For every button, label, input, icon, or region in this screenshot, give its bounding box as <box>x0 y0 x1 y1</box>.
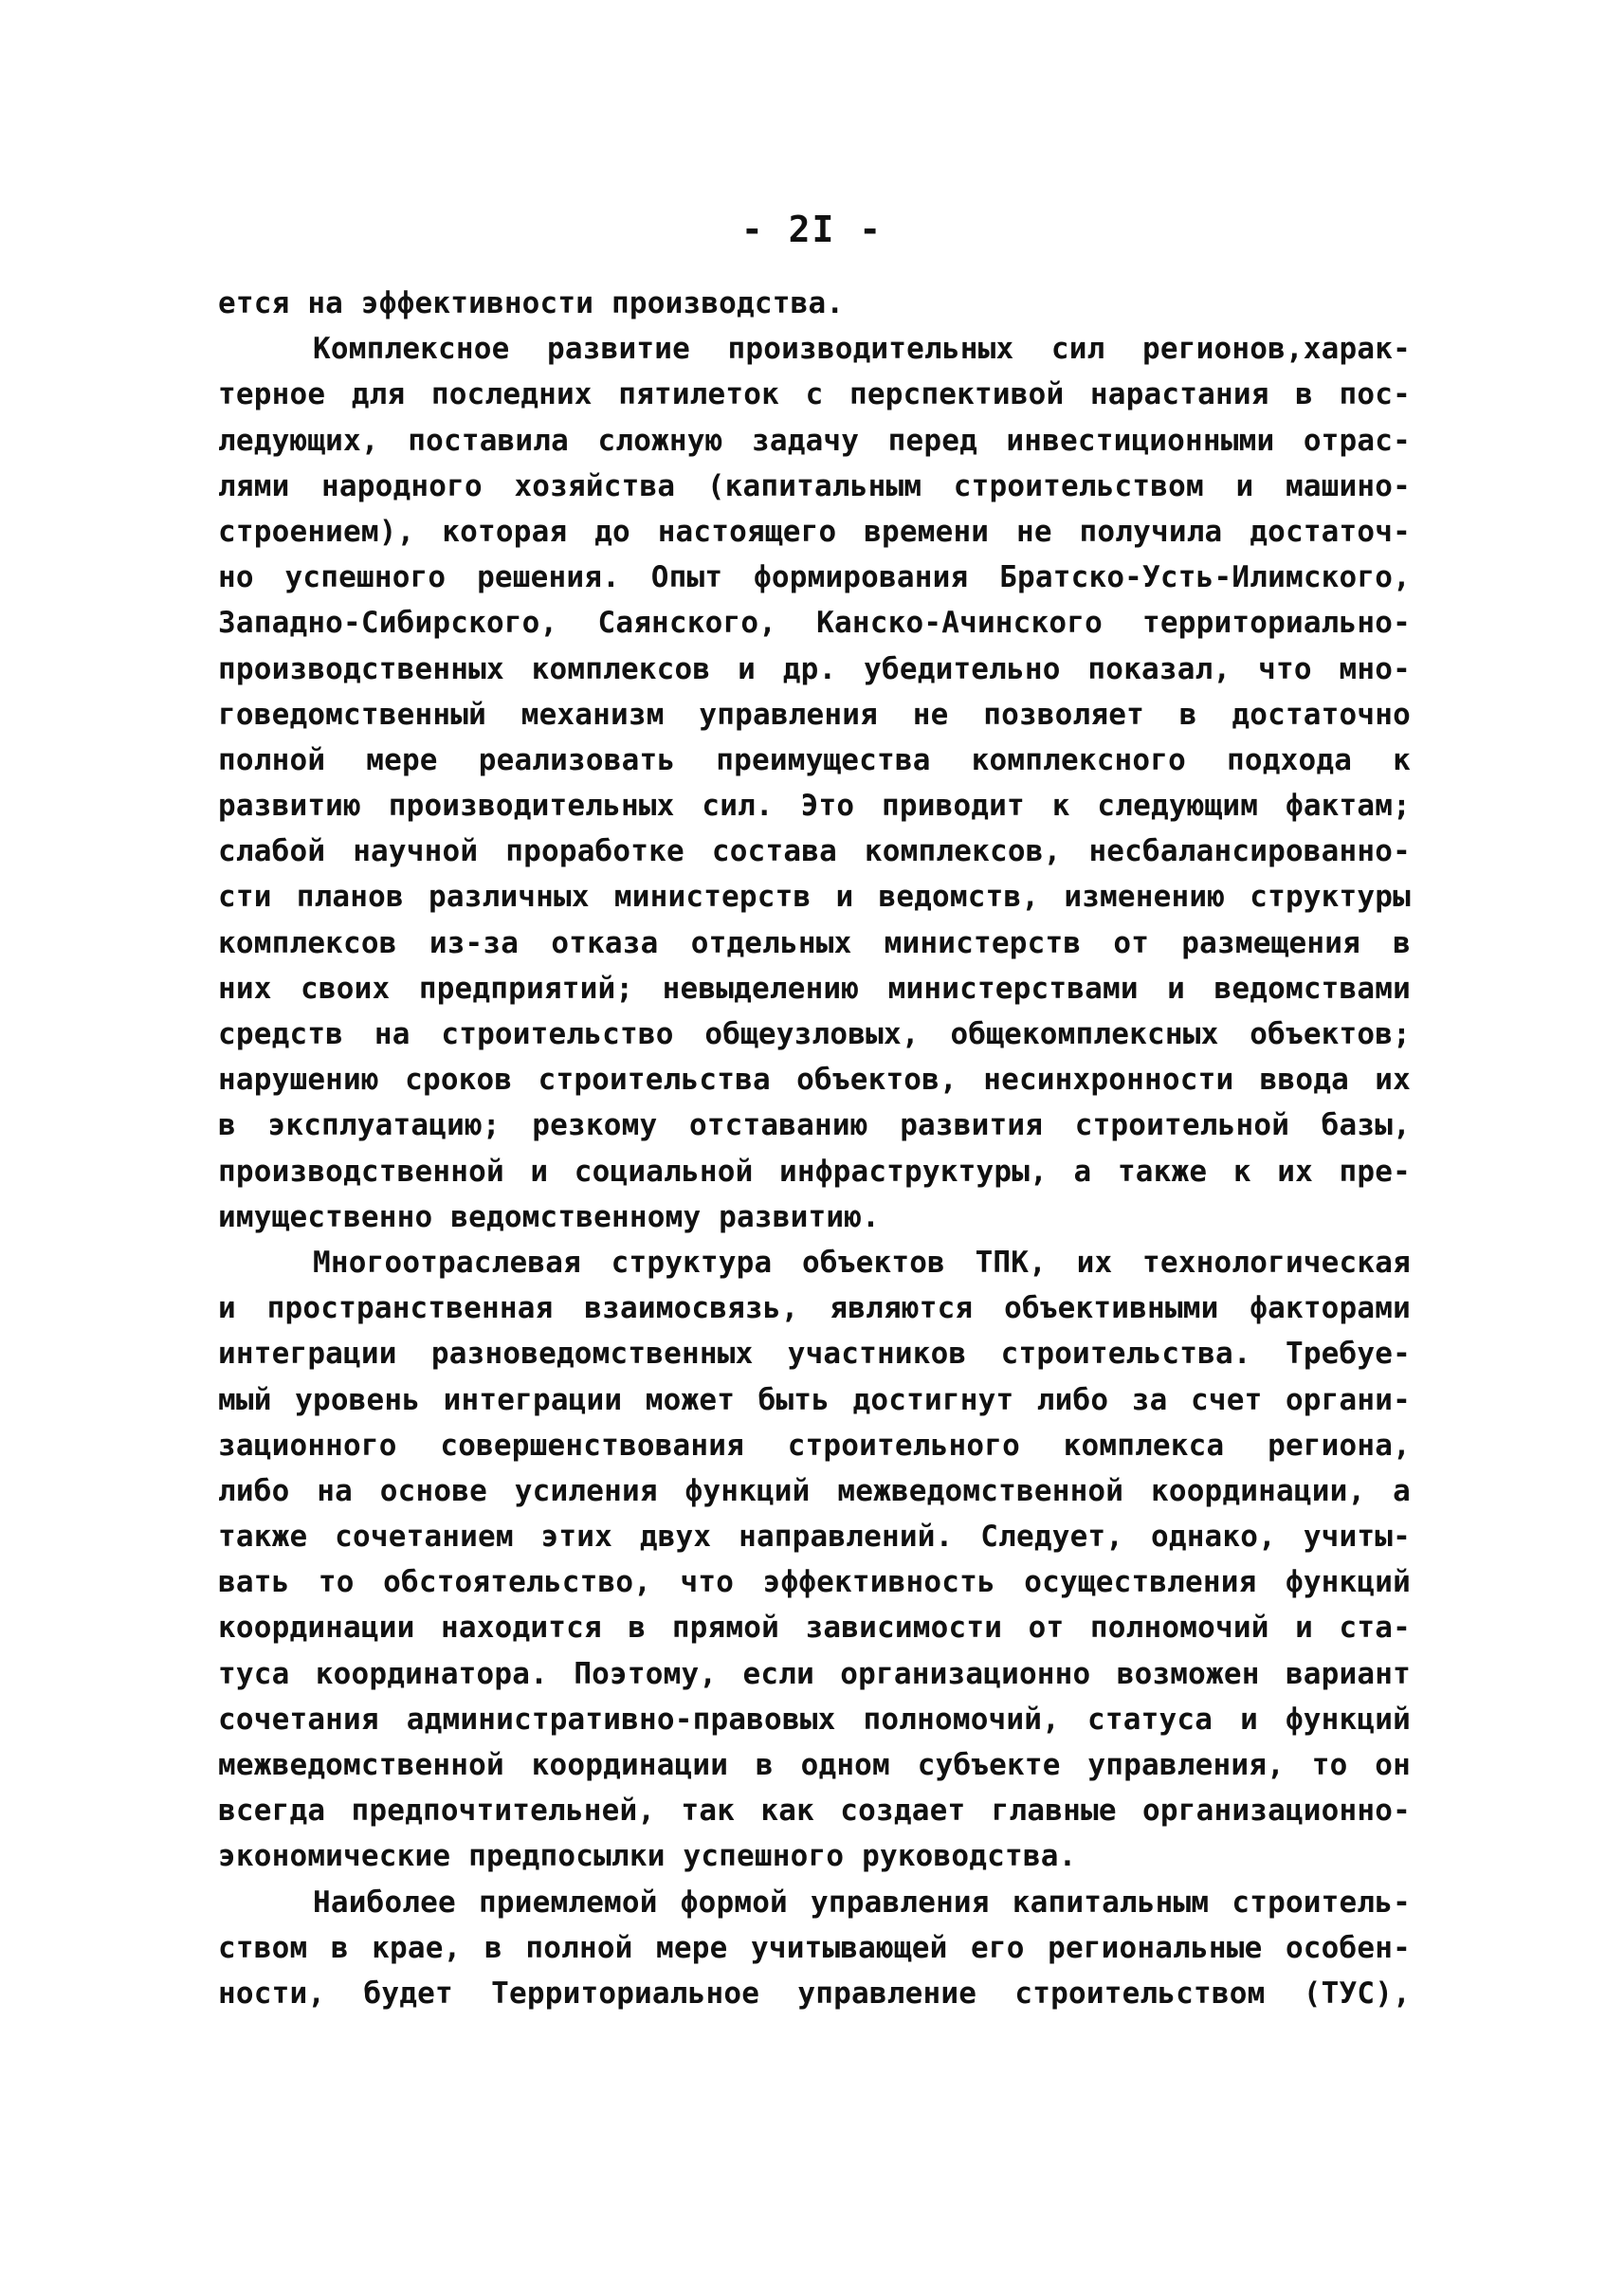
text-line: ется на эффективности производства. <box>218 286 845 320</box>
text-line: производственной и социальной инфраструктуры, а также к их пре- <box>218 1154 1411 1189</box>
text-line: интеграции разноведомственных участников строительства. Требуе- <box>218 1337 1411 1372</box>
text-line: них своих предприятий; невыделению министерствами и ведомствами <box>218 971 1411 1006</box>
text-line: лями народного хозяйства (капитальным строительством и машино- <box>218 468 1411 503</box>
text-line: терное для последних пятилеток с перспективой нарастания в пос- <box>218 377 1411 412</box>
text-line: ством в крае, в полной мере учитывающей его региональные особен- <box>218 1930 1411 1965</box>
text-line: Наиболее приемлемой формой управления капитальным строитель- <box>313 1885 1411 1920</box>
text-line: сти планов различных министерств и ведомств, изменению структуры <box>218 880 1411 915</box>
text-line: межведомственной координации в одном субъекте управления, то он <box>218 1748 1411 1782</box>
text-line: ности, будет Территориальное управление строительством (ТУС), <box>218 1976 1411 2011</box>
text-line: слабой научной проработке состава комплексов, несбалансированно- <box>218 834 1411 869</box>
text-line: всегда предпочтительней, так как создает главные организационно- <box>218 1794 1411 1829</box>
text-line: нарушению сроков строительства объектов, несинхронности ввода их <box>218 1063 1411 1098</box>
text-line: производственных комплексов и др. убедительно показал, что мно- <box>218 651 1411 686</box>
text-line: вать то обстоятельство, что эффективность осуществления функций <box>218 1565 1411 1600</box>
text-line: но успешного решения. Опыт формирования Братско-Усть-Илимского, <box>218 560 1411 595</box>
text-line: зационного совершенствования строительного комплекса региона, <box>218 1428 1411 1463</box>
text-line: либо на основе усиления функций межведомственной координации, а <box>218 1473 1411 1508</box>
text-line: и пространственная взаимосвязь, являются объективными факторами <box>218 1291 1411 1326</box>
text-line: в эксплуатацию; резкому отставанию развития строительной базы, <box>218 1108 1411 1143</box>
text-line: также сочетанием этих двух направлений. Следует, однако, учиты- <box>218 1520 1411 1555</box>
text-line: Многоотраслевая структура объектов ТПК, их технологическая <box>313 1245 1411 1280</box>
text-line: координации находится в прямой зависимости от полномочий и ста- <box>218 1611 1411 1646</box>
text-line: туса координатора. Поэтому, если организационно возможен вариант <box>218 1656 1411 1691</box>
text-line: Комплексное развитие производительных сил регионов,харак- <box>313 332 1411 367</box>
text-line: мый уровень интеграции может быть достигнут либо за счет органи- <box>218 1382 1411 1417</box>
text-line: средств на строительство общеузловых, общекомплексных объектов; <box>218 1017 1411 1051</box>
text-line: сочетания административно-правовых полномочий, статуса и функций <box>218 1702 1411 1737</box>
text-body <box>218 281 1411 2016</box>
text-line: имущественно ведомственному развитию. <box>218 1199 880 1234</box>
text-line: полной мере реализовать преимущества комплексного подхода к <box>218 742 1411 777</box>
text-line: Западно-Сибирского, Саянского, Канско-Ачинского территориально- <box>218 606 1411 641</box>
text-line: говедомственный механизм управления не позволяет в достаточно <box>218 697 1411 732</box>
text-line: комплексов из-за отказа отдельных министерств от размещения в <box>218 925 1411 960</box>
text-line: экономические предпосылки успешного руководства. <box>218 1839 1077 1874</box>
text-line: развитию производительных сил. Это приводит к следующим фактам; <box>218 789 1411 824</box>
text-line: ледующих, поставила сложную задачу перед инвестиционными отрас- <box>218 423 1411 458</box>
page-number: - 2I - <box>740 209 884 250</box>
text-line: строением), которая до настоящего времени не получила достаточ- <box>218 514 1411 549</box>
